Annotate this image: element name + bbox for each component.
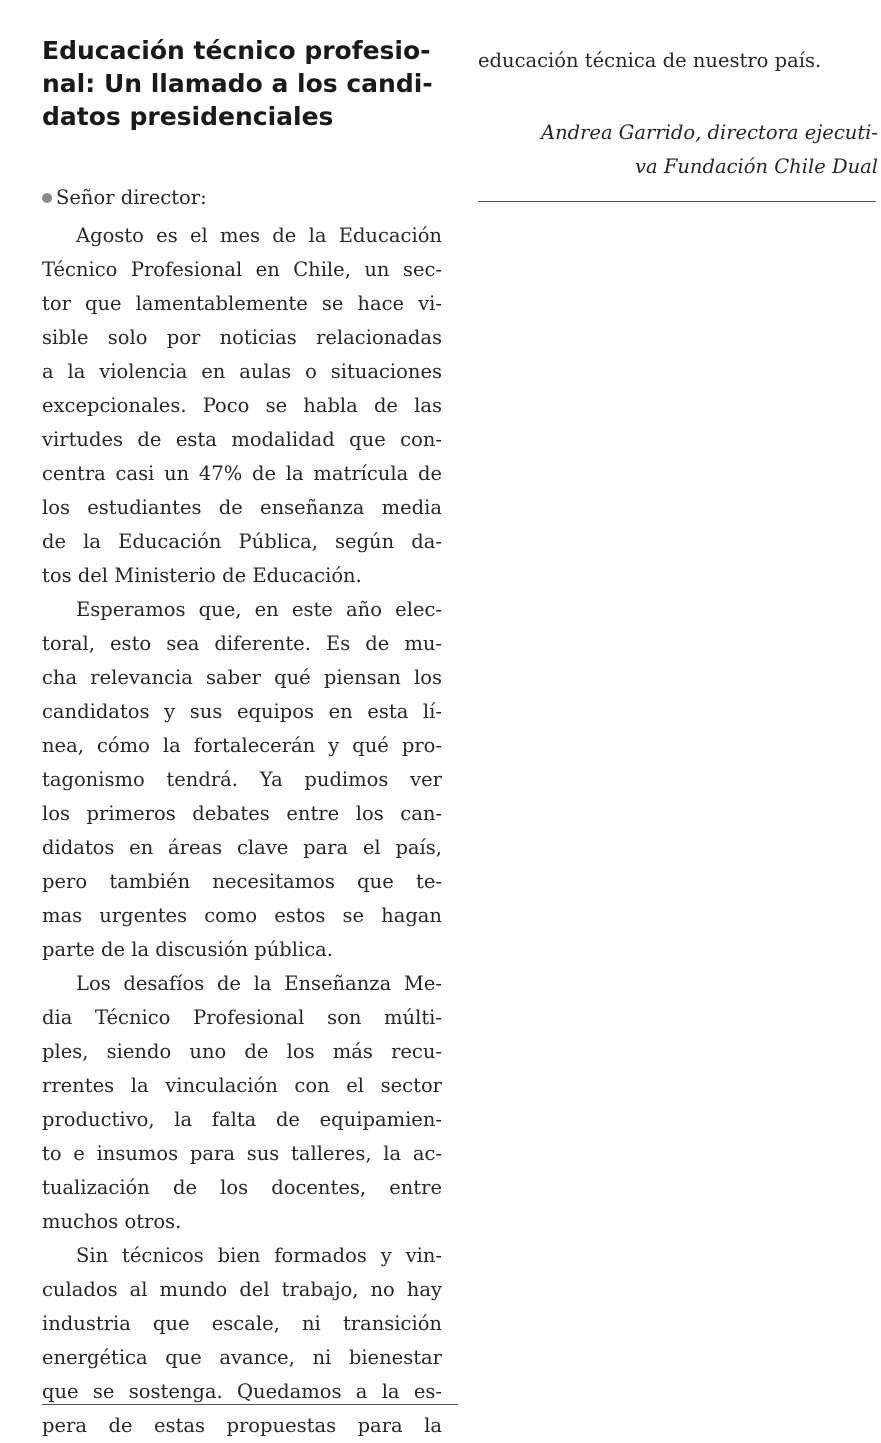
signature-divider xyxy=(478,201,876,202)
text-line: candidatos y sus equipos en esta lí- xyxy=(42,700,442,723)
text-line: Técnico Profesional en Chile, un sec- xyxy=(42,258,442,281)
greeting: Señor director: xyxy=(56,186,207,209)
text-line: a la violencia en aulas o situaciones xyxy=(42,360,442,383)
text-line: dia Técnico Profesional son múlti- xyxy=(42,1006,442,1029)
text-line: virtudes de esta modalidad que con- xyxy=(42,428,442,451)
article-headline xyxy=(42,34,442,133)
text-line: rrentes la vinculación con el sector xyxy=(42,1074,442,1097)
greeting-line xyxy=(42,181,442,215)
paragraph-1 xyxy=(42,219,442,593)
text-line: los primeros debates entre los can- xyxy=(42,802,442,825)
signature xyxy=(478,116,878,184)
text-line: pero también necesitamos que te- xyxy=(42,870,442,893)
continuation-line: educación técnica de nuestro país. xyxy=(478,49,822,72)
signature-line: Andrea Garrido, directora ejecuti- xyxy=(540,121,878,144)
text-line: cha relevancia saber qué piensan los xyxy=(42,666,442,689)
text-line: centra casi un 47% de la matrícula de xyxy=(42,462,442,485)
text-line: mas urgentes como estos se hagan xyxy=(42,904,442,927)
text-line: pera de estas propuestas para la xyxy=(42,1414,442,1437)
headline-line: nal: Un llamado a los candi- xyxy=(42,69,433,98)
paragraph-4 xyxy=(42,1239,442,1443)
text-line: muchos otros. xyxy=(42,1210,182,1233)
headline-line: Educación técnico profesio- xyxy=(42,36,431,65)
text-line: tualización de los docentes, entre xyxy=(42,1176,442,1199)
text-line: toral, esto sea diferente. Es de mu- xyxy=(42,632,442,655)
left-column xyxy=(42,34,442,1443)
text-line: Los desafíos de la Enseñanza Me- xyxy=(76,972,442,995)
text-line: sible solo por noticias relacionadas xyxy=(42,326,442,349)
text-line: energética que avance, ni bienestar xyxy=(42,1346,442,1369)
paragraph-3 xyxy=(42,967,442,1239)
text-line: tos del Ministerio de Educación. xyxy=(42,564,362,587)
text-line: didatos en áreas clave para el país, xyxy=(42,836,442,859)
text-line: Agosto es el mes de la Educación xyxy=(76,224,442,247)
article-body xyxy=(42,185,442,1443)
headline-line: datos presidenciales xyxy=(42,102,334,131)
text-line: excepcionales. Poco se habla de las xyxy=(42,394,442,417)
text-line: Sin técnicos bien formados y vin- xyxy=(76,1244,442,1267)
text-line: tagonismo tendrá. Ya pudimos ver xyxy=(42,768,442,791)
text-line: industria que escale, ni transición xyxy=(42,1312,442,1335)
text-line: de la Educación Pública, según da- xyxy=(42,530,442,553)
paragraph-2 xyxy=(42,593,442,967)
bullet-icon xyxy=(42,193,52,203)
text-line: ples, siendo uno de los más recu- xyxy=(42,1040,442,1063)
column-divider-bottom xyxy=(42,1404,458,1405)
text-line: que se sostenga. Quedamos a la es- xyxy=(42,1380,442,1403)
text-line: parte de la discusión pública. xyxy=(42,938,333,961)
text-line: nea, cómo la fortalecerán y qué pro- xyxy=(42,734,442,757)
text-line: los estudiantes de enseñanza media xyxy=(42,496,442,519)
text-line: to e insumos para sus talleres, la ac- xyxy=(42,1142,442,1165)
text-line: productivo, la falta de equipamien- xyxy=(42,1108,442,1131)
text-line: culados al mundo del trabajo, no hay xyxy=(42,1278,442,1301)
text-line: tor que lamentablemente se hace vi- xyxy=(42,292,442,315)
text-line: Esperamos que, en este año elec- xyxy=(76,598,442,621)
right-column xyxy=(478,44,878,184)
signature-line: va Fundación Chile Dual xyxy=(635,155,878,178)
